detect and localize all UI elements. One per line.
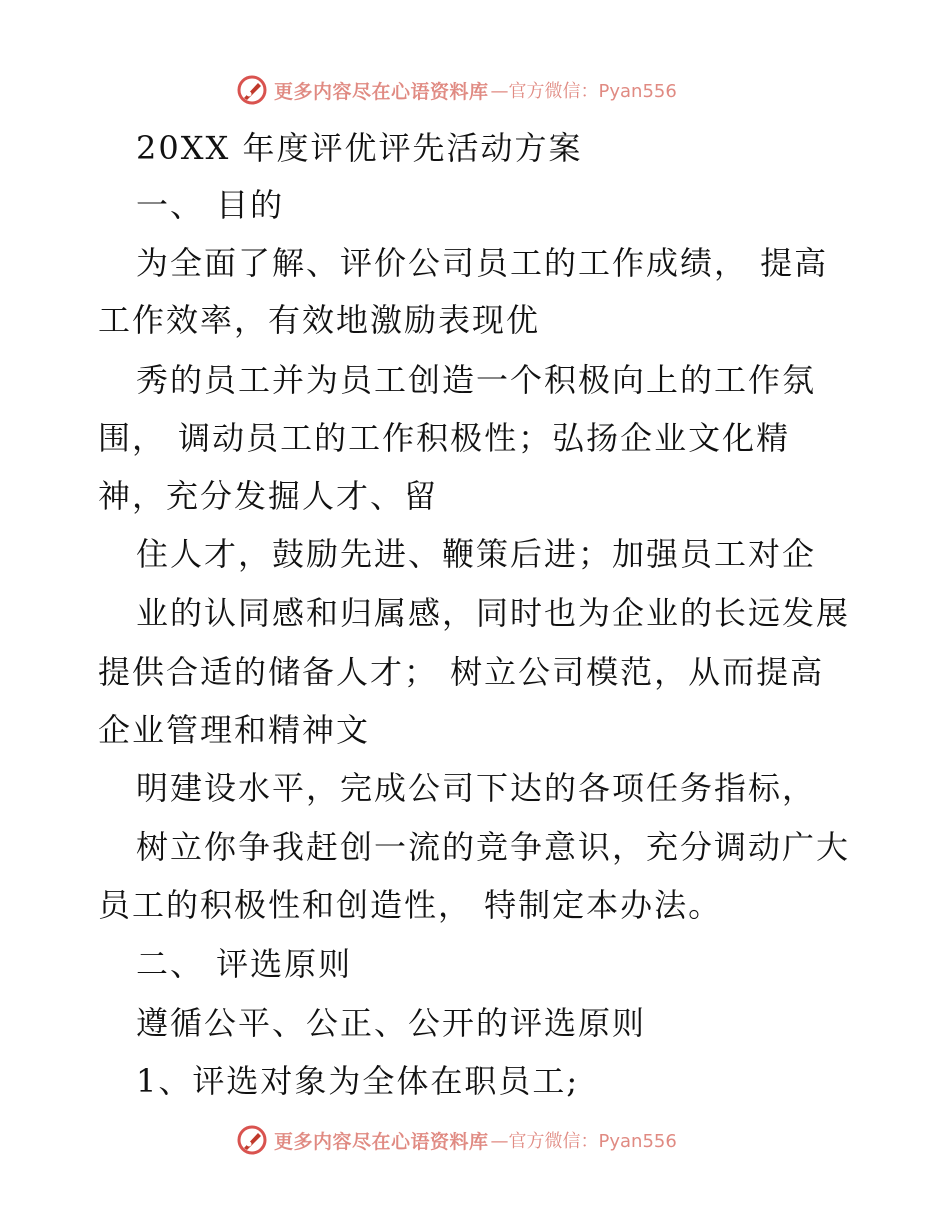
paragraph-line: 树立你争我赶创一流的竞争意识，充分调动广大 [136, 828, 851, 866]
footer-banner [236, 1122, 677, 1158]
principle-text: 遵循公平、公正、公开的评选原则 [136, 1004, 647, 1042]
banner-wechat-text: —官方微信：Pyan556 [490, 1131, 677, 1152]
paragraph-line: 员工的积极性和创造性， 特制定本办法。 [98, 886, 723, 924]
section-heading-purpose: 一、 目的 [136, 186, 285, 224]
paragraph-line: 企业管理和精神文 [98, 711, 371, 749]
quill-logo-icon [236, 1124, 268, 1156]
paragraph-line: 神，充分发掘人才、留 [98, 477, 439, 515]
paragraph-line: 业的认同感和归属感，同时也为企业的长远发展 [136, 594, 851, 632]
document-title: 20XX 年度评优评先活动方案 [136, 129, 583, 167]
list-item: 1、评选对象为全体在职员工; [136, 1062, 580, 1100]
paragraph-line: 工作效率，有效地激励表现优 [98, 301, 541, 339]
paragraph-line: 秀的员工并为员工创造一个积极向上的工作氛 [136, 361, 817, 399]
paragraph-line: 明建设水平，完成公司下达的各项任务指标， [136, 769, 817, 807]
banner-wechat-text: —官方微信：Pyan556 [490, 81, 677, 102]
section-heading-principles: 二、 评选原则 [136, 945, 353, 983]
paragraph-line: 为全面了解、评价公司员工的工作成绩， 提高 [136, 244, 829, 282]
banner-brand-text: 更多内容尽在心语资料库 [274, 80, 489, 103]
paragraph-line: 住人才，鼓励先进、鞭策后进；加强员工对企 [136, 535, 817, 573]
paragraph-line: 提供合适的储备人才； 树立公司模范，从而提高 [98, 653, 825, 691]
quill-logo-icon [236, 74, 268, 106]
header-banner [236, 72, 677, 108]
paragraph-line: 围， 调动员工的工作积极性；弘扬企业文化精 [98, 419, 791, 457]
banner-brand-text: 更多内容尽在心语资料库 [274, 1130, 489, 1153]
